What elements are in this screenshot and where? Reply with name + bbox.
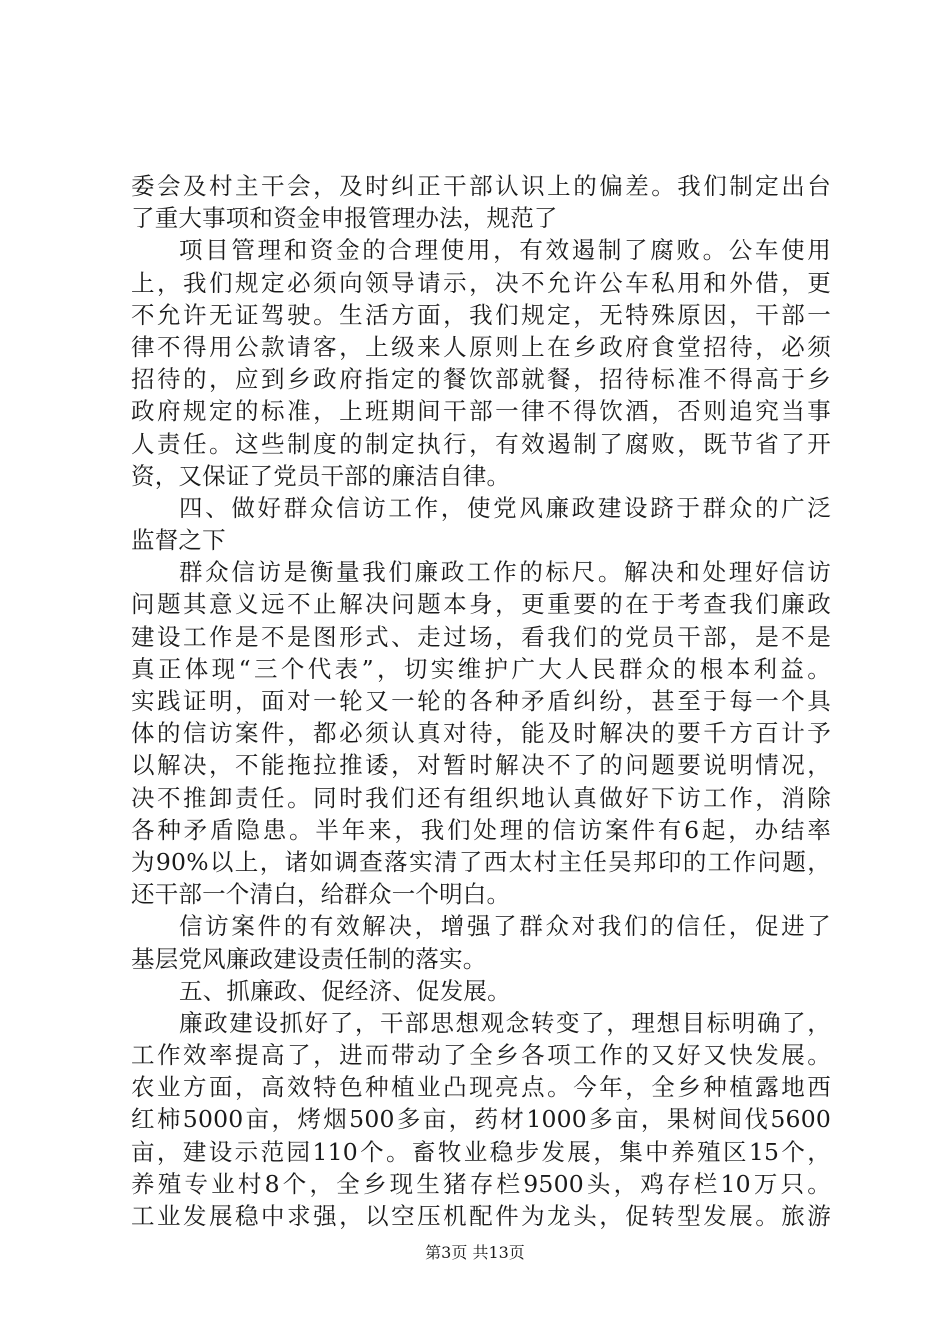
- text-line: 人责任。这些制度的制定执行，有效遏制了腐败，既节省了开: [131, 429, 831, 458]
- text-line: 工业发展稳中求强，以空压机配件为龙头，促转型发展。旅游: [131, 1202, 831, 1230]
- text-line: 养殖专业村8个，全乡现生猪存栏9500头，鸡存栏10万只。: [131, 1169, 831, 1198]
- text-line: 农业方面，高效特色种植业凸现亮点。今年，全乡种植露地西: [131, 1073, 831, 1102]
- text-line: 监督之下: [131, 526, 226, 555]
- text-line: 为90%以上，诸如调查落实清了西太村主任吴邦印的工作问题，: [131, 847, 831, 876]
- text-line: 项目管理和资金的合理使用，有效遏制了腐败。公车使用: [179, 236, 831, 265]
- text-line: 四、做好群众信访工作，使党风廉政建设跻于群众的广泛: [179, 493, 831, 522]
- text-line: 实践证明，面对一轮又一轮的各种矛盾纠纷，甚至于每一个具: [131, 687, 831, 715]
- text-line: 律不得用公款请客，上级来人原则上在乡政府食堂招待，必须: [131, 332, 831, 361]
- text-line: 信访案件的有效解决，增强了群众对我们的信任，促进了: [179, 912, 831, 941]
- text-line: 群众信访是衡量我们廉政工作的标尺。解决和处理好信访: [179, 558, 831, 587]
- text-line: 委会及村主干会，及时纠正干部认识上的偏差。我们制定出台: [131, 172, 831, 200]
- text-line: 上，我们规定必须向领导请示，决不允许公车私用和外借，更: [131, 268, 831, 297]
- text-line: 还干部一个清白，给群众一个明白。: [131, 880, 511, 909]
- document-body: [131, 170, 831, 1232]
- text-line: 廉政建设抓好了，干部思想观念转变了，理想目标明确了，: [179, 1008, 831, 1037]
- text-line: 体的信访案件，都必须认真对待，能及时解决的要千方百计予: [131, 719, 831, 748]
- text-line: 真正体现“三个代表”，切实维护广大人民群众的根本利益。: [131, 654, 831, 683]
- text-line: 政府规定的标准，上班期间干部一律不得饮酒，否则追究当事: [131, 397, 831, 426]
- text-line: 决不推卸责任。同时我们还有组织地认真做好下访工作，消除: [131, 783, 831, 812]
- text-line: 亩，建设示范园110个。畜牧业稳步发展，集中养殖区15个，: [131, 1137, 831, 1166]
- text-line: 五、抓廉政、促经济、促发展。: [179, 976, 511, 1005]
- text-line: 了重大事项和资金申报管理办法，规范了: [131, 204, 558, 233]
- text-line: 工作效率提高了，进而带动了全乡各项工作的又好又快发展。: [131, 1041, 831, 1070]
- text-line: 基层党风廉政建设责任制的落实。: [131, 944, 487, 973]
- page-footer: [0, 1240, 950, 1263]
- text-line: 各种矛盾隐患。半年来，我们处理的信访案件有6起，办结率: [131, 815, 831, 844]
- text-line: 红柿5000亩，烤烟500多亩，药材1000多亩，果树间伐5600: [131, 1105, 831, 1134]
- text-line: 招待的，应到乡政府指定的餐饮部就餐，招待标准不得高于乡: [131, 365, 831, 394]
- page-number-label: 第3页 共13页: [425, 1243, 525, 1262]
- text-line: 资，又保证了党员干部的廉洁自律。: [131, 461, 511, 490]
- text-line: 建设工作是不是图形式、走过场，看我们的党员干部，是不是: [131, 622, 831, 651]
- text-line: 以解决，不能拖拉推诿，对暂时解决不了的问题要说明情况，: [131, 751, 831, 780]
- text-line: 不允许无证驾驶。生活方面，我们规定，无特殊原因，干部一: [131, 300, 831, 329]
- text-line: 问题其意义远不止解决问题本身，更重要的在于考查我们廉政: [131, 590, 831, 619]
